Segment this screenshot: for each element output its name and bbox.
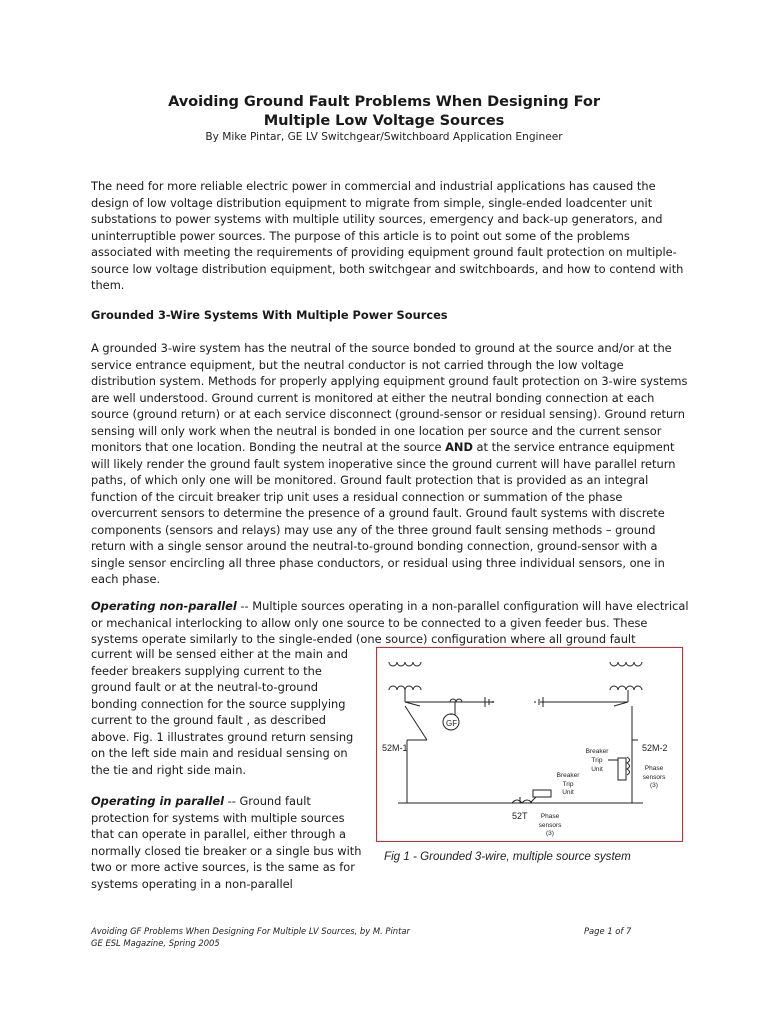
nonparallel-continued: current will be sensed either at the main and feeder breakers supplying current to the ground fault or at the neutral-to-ground bonding connection for the source supplying current to the ground fault , as described above. Fig. 1 illustrates ground return sensing on the left side main and residual sensing on the tie and right side main. xyxy=(91,647,354,777)
main2-label: 52M-2 xyxy=(642,743,668,753)
trip-tie-line-3: Unit xyxy=(562,789,574,796)
section-text-a: A grounded 3-wire system has the neutral of the source bonded to ground at the source and/or at the service entrance equipment, but the neutral conductor is not carried through the low voltage distribution system. Methods for properly applying equipment ground fault protection on 3-wire systems are well understood. Ground current is monitored at either the neutral bonding connection at each source (ground return) or at each service disconnect (ground-sensor or residual sensing). Ground return sensing will only work when the neutral is bonded in one location per source and the current sensor monitors that one location. Bonding the neutral at the source xyxy=(91,341,688,454)
footer-source: GE ESL Magazine, Spring 2005 xyxy=(91,938,220,948)
sens-right-line-2: sensors xyxy=(642,774,666,781)
section-heading: Grounded 3-Wire Systems With Multiple Power Sources xyxy=(91,308,448,322)
gf-label: GF xyxy=(446,719,458,728)
tie-label: 52T xyxy=(512,811,528,821)
trip-right-line-1: Breaker xyxy=(585,748,609,755)
parallel-text: -- Ground fault protection for systems with multiple sources that can operate in parallel, either through a normally closed tie breaker or a single bus with two or more active sources, is the same as for systems operating in a non-parallel xyxy=(91,794,362,891)
sens-tie-line-1: Phase xyxy=(540,813,560,820)
trip-tie-line-1: Breaker xyxy=(556,772,580,779)
sens-tie-line-3: (3) xyxy=(546,830,554,837)
section-paragraph xyxy=(91,340,691,588)
sens-tie-line-2: sensors xyxy=(538,822,562,829)
page-number: Page 1 of 7 xyxy=(584,926,632,936)
trip-tie-line-2: Trip xyxy=(562,781,574,788)
sens-right-line-3: (3) xyxy=(650,782,658,789)
section-text-b: at the service entrance equipment will likely render the ground fault system inoperative since the ground current will have parallel return paths, of which only one will be monitored. Ground fault protection that is provided as an integral function of the circuit breaker trip unit uses a residual connection or summation of the phase overcurrent sensors to determine the presence of a ground fault. Ground fault systems with discrete components (sensors and relays) may use any of the three ground fault sensing methods – ground return with a single sensor around the neutral-to-ground bonding connection, ground-sensor with a single sensor encircling all three phase conductors, or residual using three individual sensors, one in each phase. xyxy=(91,440,676,586)
byline: By Mike Pintar, GE LV Switchgear/Switchboard Application Engineer xyxy=(205,131,563,143)
title-line-1: Avoiding Ground Fault Problems When Designing For xyxy=(168,93,600,110)
parallel-lead: Operating in parallel xyxy=(91,794,225,808)
nonparallel-paragraph xyxy=(91,598,691,648)
footer-citation: Avoiding GF Problems When Designing For Multiple LV Sources, by M. Pintar xyxy=(91,926,410,936)
figure-frame xyxy=(376,647,683,842)
intro-paragraph: The need for more reliable electric power in commercial and industrial applications has caused the design of low voltage distribution equipment to migrate from simple, single-ended loadcenter unit substations to power systems with multiple utility sources, emergency and back-up generators, and uninterruptible power sources. The purpose of this article is to point out some of the problems associated with meeting the requirements of providing equipment ground fault protection on multiple-source low voltage distribution equipment, both switchgear and switchboards, and how to contend with them. xyxy=(91,179,684,292)
figure-caption: Fig 1 - Grounded 3-wire, multiple source system xyxy=(384,850,631,863)
nonparallel-lead: Operating non-parallel xyxy=(91,599,237,613)
trip-right-line-3: Unit xyxy=(591,766,603,773)
trip-right-line-2: Trip xyxy=(591,757,603,764)
nonparallel-text: -- Multiple sources operating in a non-parallel configuration will have electrical or mechanical interlocking to allow only one source to be connected to a given feeder bus. These systems operate similarly to the single-ended (one source) configuration where all ground fault xyxy=(91,599,689,646)
main1-label: 52M-1 xyxy=(382,743,408,753)
section-emphasis: AND xyxy=(445,440,473,454)
title-line-2: Multiple Low Voltage Sources xyxy=(263,112,505,129)
sens-right-line-1: Phase xyxy=(644,765,664,772)
parallel-paragraph xyxy=(91,793,363,892)
